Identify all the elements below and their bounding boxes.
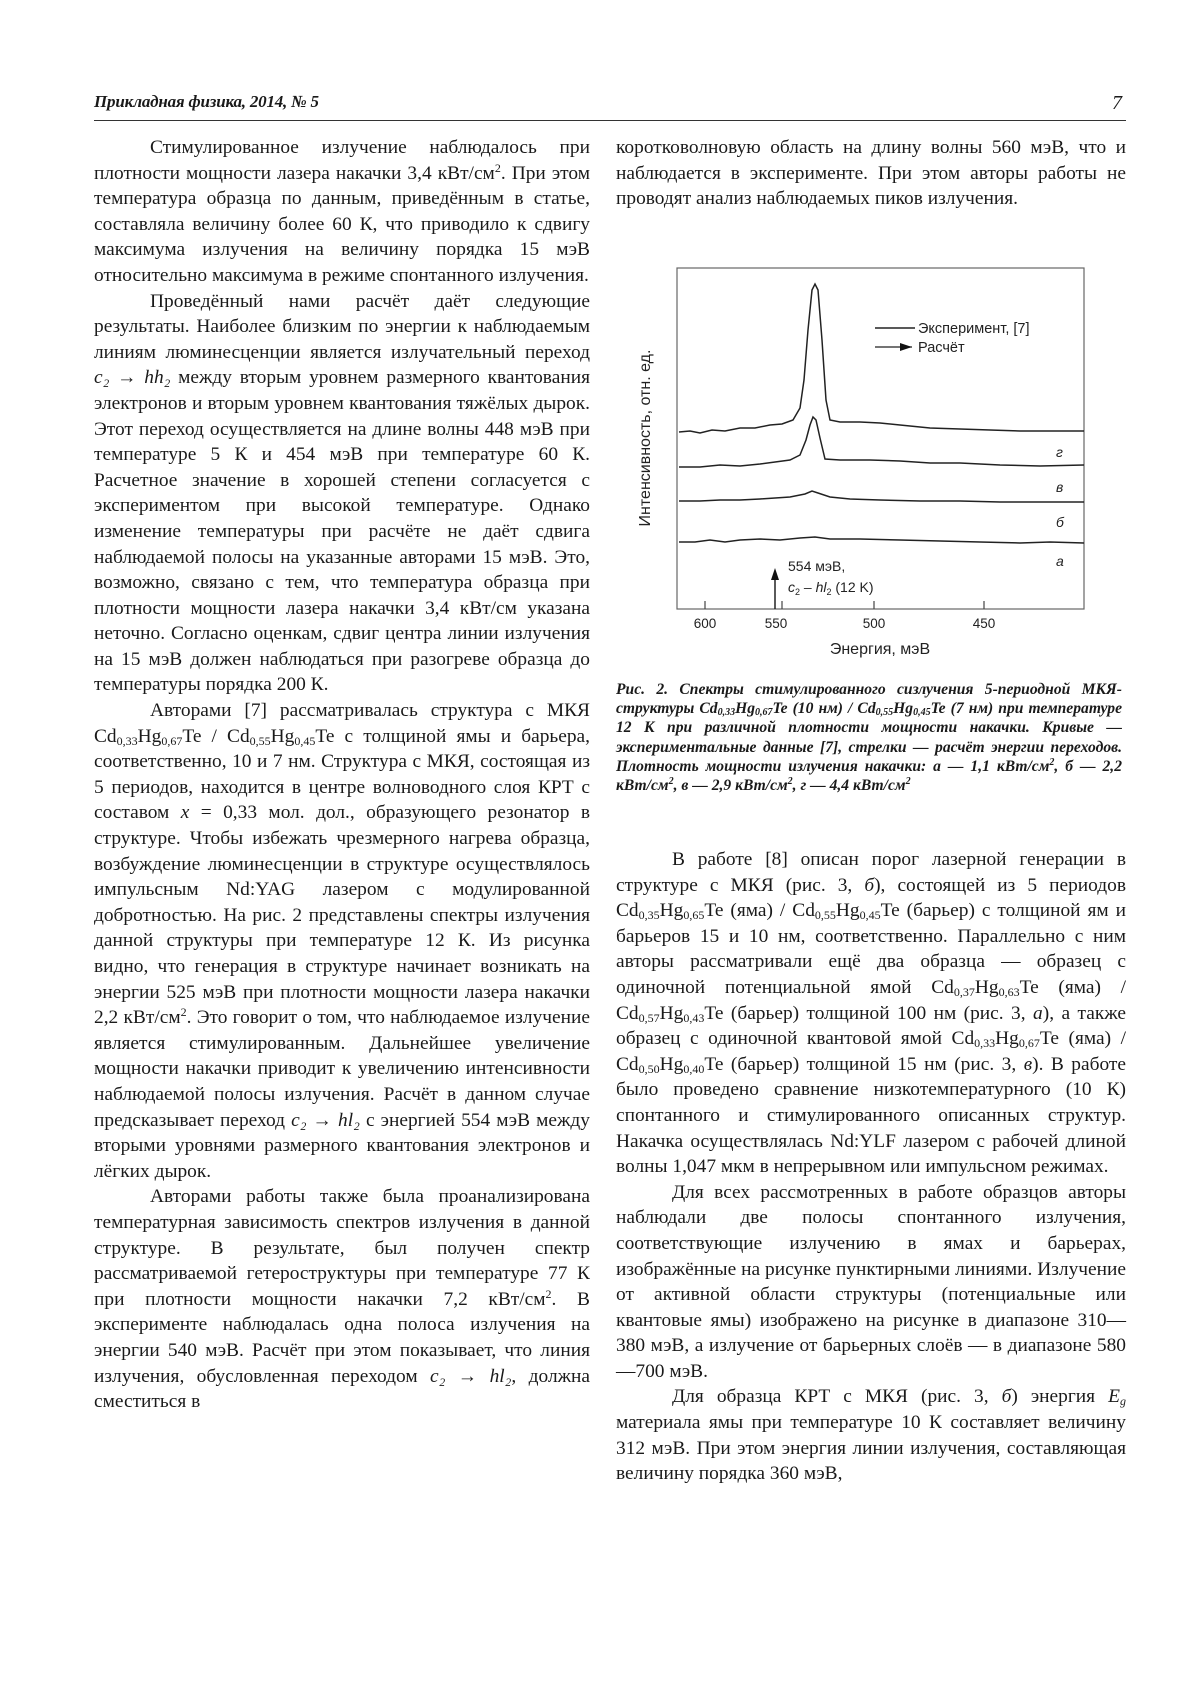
paragraph: Стимулированное излучение наблюдалось при плотности мощности лазера накачки 3,4 кВт/$см^2$. При этом температура образца по данным, приведённым в статье, составляла величину более 60 К, что приводило к сдвигу максимума излучения на величину порядка 15 мэВ относительно максимума в режиме спонтанного излучения. — [94, 137, 590, 286]
transition-arrow-554 — [771, 558, 874, 609]
right-column-top — [616, 135, 1126, 212]
figure-spectra — [616, 258, 1126, 658]
running-header — [94, 90, 1126, 121]
svg-text:Эксперимент, [7]: Эксперимент, [7] — [918, 321, 1030, 337]
curve-b — [679, 491, 1084, 502]
curve-g — [679, 284, 1084, 433]
svg-text:554 мэВ,: 554 мэВ, — [788, 558, 846, 574]
arrow-icon — [900, 343, 912, 351]
paragraph: Для образца КРТ с МКЯ (рис. 3, б) энергия $E_g$ материала ямы при температуре 10 К составляет величину 312 мэВ. При этом энергия линии излучения, составляющая величину порядка 360 мэВ, — [616, 1386, 1126, 1485]
right-column-bottom — [616, 847, 1126, 1487]
formula: c₂ → hh₂ — [94, 367, 171, 389]
svg-text:Расчёт: Расчёт — [918, 340, 965, 356]
paragraph: коротковолновую область на длину волны 560 мэВ, что и наблюдается в эксперименте. При этом авторы работы не проводят анализ наблюдаемых пиков излучения. — [616, 137, 1126, 210]
curve-labels — [1056, 444, 1065, 569]
x-tick-labels — [694, 616, 996, 631]
paragraph: Проведённый нами расчёт даёт следующие результаты. Наиболее близким по энергии к наблюдаемым линиям люминесценции является излучательный переход c₂ → hh₂ между вторым уровнем размерного квантования электронов и вторым уровнем квантования тяжёлых дырок. Этот переход осуществляется на длине волны 448 мэВ при температуре 5 К и 454 мэВ при температуре 60 К. Расчетное значение в хорошей степени согласуется с экспериментом при высокой температуре. Однако изменение температуры при расчёте не даёт сдвига наблюдаемой полосы на указанные авторами 15 мэВ. Это, возможно, связано с тем, что температура образца при плотности мощности лазера накачки 3,4 кВт/см указана неточно. Согласно оценкам, сдвиг центра линии излучения на 15 мэВ должен наблюдаться при разогреве образца до температуры порядка 200 К. — [94, 290, 590, 696]
svg-text:500: 500 — [862, 616, 886, 631]
page-number: 7 — [1112, 92, 1122, 114]
svg-text:550: 550 — [764, 616, 788, 631]
arrow-up-icon — [771, 568, 779, 580]
svg-text:а: а — [1056, 553, 1064, 569]
formula: c₂ → hl₂ — [291, 1109, 360, 1131]
formula: c₂ → hl₂ — [430, 1365, 512, 1387]
svg-text:б: б — [1056, 514, 1064, 530]
svg-text:в: в — [1056, 479, 1064, 495]
figure-caption: Рис. 2. Спектры стимулированного сизлучения 5-периодной МКЯ-структуры $Cd_{0,33}Hg_{0,67}Te$ (10 $нм) / Cd_{0,55}Hg_{0,45}Te$ (7 нм) при температуре 12 К при различной плотности мощности накачки. Кривые — экспериментальные данные [7], стрелки — расчёт энергии переходов. Плотность мощности излучения накачки: а — 1,1 кВт/$см^2$, б — 2,2 кВт/$см^2$, в — 2,9 кВт/$см^2$, г — 4,4 кВт/$см^2$ — [616, 681, 1123, 795]
svg-text:600: 600 — [693, 616, 717, 631]
paragraph: В работе [8] описан порог лазерной генерации в структуре с МКЯ (рис. 3, б), состоящей из 5 периодов $Cd_{0,35}Hg_{0,65}Te$ $(яма) / Cd_{0,55}Hg_{0,45}Te$ (барьер) с толщиной ям и барьеров 15 и 10 нм, соответственно. Параллельно с ним авторы рассматривали ещё два образца — образец с одиночной потенциальной ямой $Cd_{0,37}Hg_{0,63}Te$ $(яма) / Cd_{0,57}Hg_{0,43}Te$ (барьер) толщиной 100 нм (рис. 3, а), а также образец с одиночной квантовой ямой $Cd_{0,33}Hg_{0,67}Te$ $(яма) / Cd_{0,50}Hg_{0,40}Te$ (барьер) толщиной 15 нм (рис. 3, в). В работе было проведено сравнение низкотемпературного (10 К) спонтанного и стимулированного описанных структур. Накачка осуществлялась Nd:YLF лазером с рабочей длиной волны 1,047 мкм в непрерывном или импульсном режимах. — [616, 849, 1127, 1178]
svg-text:c2 – hl2 (12 K): $c_2 - hl_2$ (12 K) — [788, 579, 874, 597]
curve-a — [679, 537, 1084, 543]
svg-text:450: 450 — [972, 616, 996, 631]
y-axis-label: Интенсивность, отн. ед. — [637, 349, 654, 527]
curve-v — [679, 417, 1084, 467]
left-column — [94, 135, 590, 1415]
paragraph: Авторами работы также была проанализирована температурная зависимость спектров излучения в данной структуре. В результате, был получен спектр рассматриваемой гетероструктуры при температуре 77 К при плотности мощности накачки 7,2 кВт/$см^2$. В эксперименте наблюдалась одна полоса излучения на энергии 540 мэВ. Расчёт при этом показывает, что линия излучения, обусловленная переходом c₂ → hl₂, должна сместиться в — [94, 1186, 590, 1413]
legend — [875, 321, 1030, 356]
paragraph: Для всех рассмотренных в работе образцов авторы наблюдали две полосы спонтанного излучения, соответствующие излучению в ямах и барьерах, изображённые на рисунке пунктирными линиями. Излучение от активной области структуры (потенциальные или квантовые ямы) изображено на рисунке в диапазоне 310—380 мэВ, а излучение от барьерных слоёв — в диапазоне 580—700 мэВ. — [616, 1181, 1126, 1382]
paragraph: Авторами [7] рассматривалась структура с МКЯ $Cd_{0,33}Hg_{0,67}Te / Cd_{0,55}Hg_{0,45}Te$ с толщиной ямы и барьера, соответственно, 10 и 7 нм. Структура с МКЯ, состоящая из 5 периодов, находится в центре волноводного слоя КРТ с составом x = 0,33 мол. дол., образующего резонатор в структуре. Чтобы избежать чрезмерного нагрева образца, возбуждение люминесценции в структуре осуществлялось импульсным Nd:YAG лазером с модулированной добротностью. На рис. 2 представлены спектры излучения данной структуры при температуре 12 К. Из рисунка видно, что генерация в структуре начинает возникать на энергии 525 мэВ при плотности мощности лазера накачки 2,2 кВт/$см^2$. Это говорит о том, что наблюдаемое излучение является стимулированным. Дальнейшее увеличение мощности накачки приводит к увеличению интенсивности наблюдаемой полосы излучения. Расчёт в данном случае предсказывает переход c₂ → hl₂ с энергией 554 мэВ между вторыми уровнями размерного квантования электронов и лёгких дырок. — [94, 700, 590, 1182]
x-axis-label: Энергия, мэВ — [829, 641, 931, 658]
spectra-chart — [616, 258, 1126, 658]
journal-title: Прикладная физика, 2014, № 5 — [94, 92, 319, 111]
plot-frame — [677, 268, 1084, 609]
svg-text:г: г — [1056, 444, 1063, 460]
x-ticks — [705, 601, 984, 609]
